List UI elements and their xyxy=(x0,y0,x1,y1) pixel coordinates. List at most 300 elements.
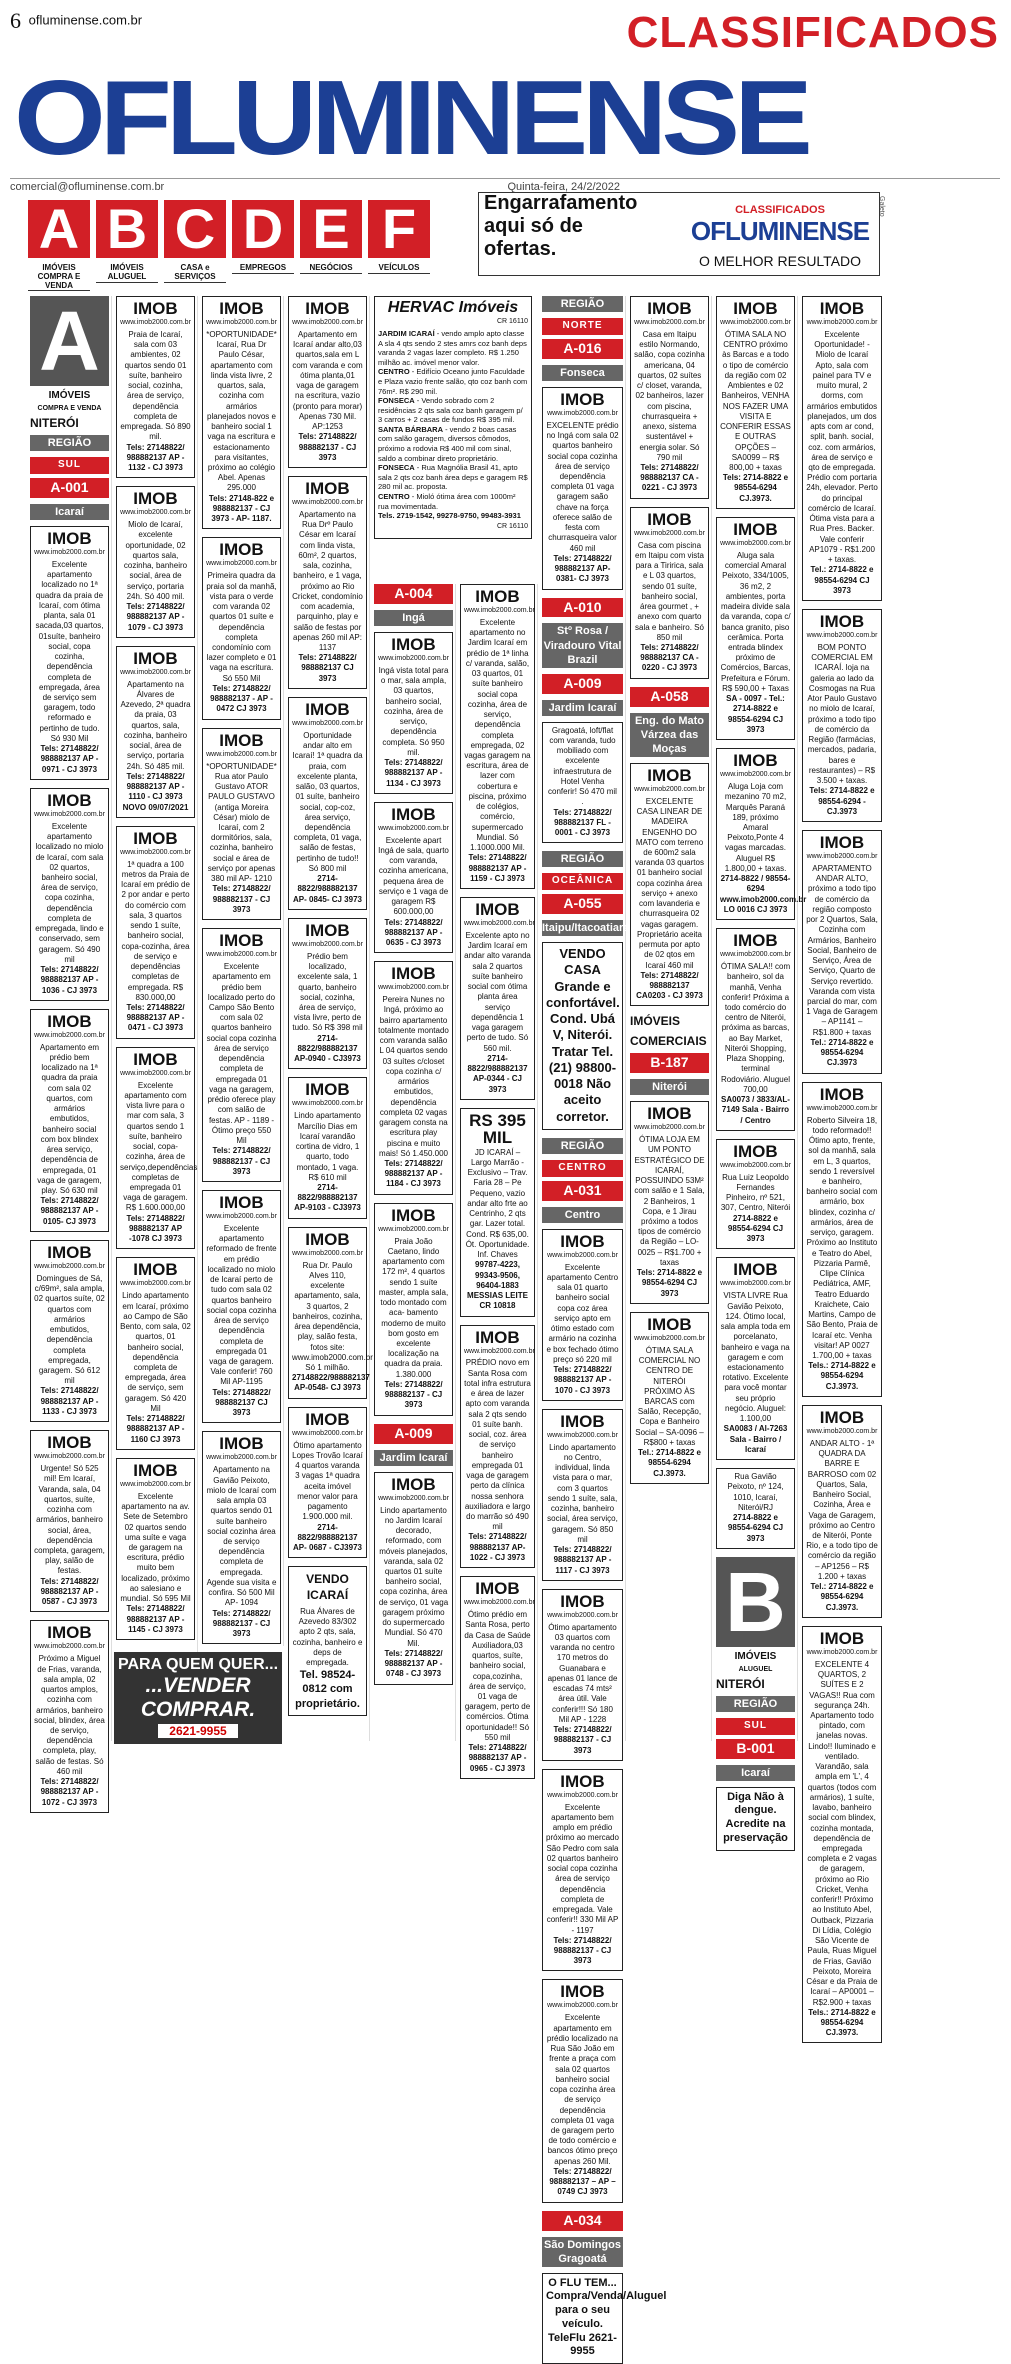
ad-body: *OPORTUNIDADE* Icaraí, Rua Dr Paulo César, apartamento com linda vista livre, 2 quartos, sala, cozinha com armários planejados novos e banheiro social 1 vaga na escritura e estacionamento para visitantes, próximo ao colégio Abel. Apenas 295.000 xyxy=(206,329,277,493)
tab-label: NEGÓCIOS xyxy=(300,264,362,274)
classified-ad xyxy=(202,1431,281,1644)
page-number-line xyxy=(10,8,142,34)
ad-logo: IMOB xyxy=(560,1982,605,2002)
page-number: 6 xyxy=(10,8,21,33)
classified-ad xyxy=(288,697,367,910)
ad-code: A-034 xyxy=(542,2211,623,2231)
ad-web[interactable]: www.imob2000.com.br xyxy=(634,785,705,793)
ad-web[interactable]: www.imob2000.com.br xyxy=(547,1431,618,1439)
ad-phone: Tels: 27148822/ 988882137 - CJ 3973 xyxy=(212,1146,271,1176)
category-tabs xyxy=(28,197,430,291)
ad-logo: IMOB xyxy=(47,790,92,810)
ad-web[interactable]: www.imob2000.com.br xyxy=(120,1480,191,1488)
ad-web[interactable]: www.imob2000.com.br xyxy=(120,668,191,676)
ad-logo: IMOB xyxy=(133,648,178,668)
ad-web[interactable]: www.imob2000.com.br xyxy=(34,1453,105,1461)
ad-logo: IMOB xyxy=(133,489,178,509)
ad-web[interactable]: www.imob2000.com.br xyxy=(292,1429,363,1437)
classified-ad xyxy=(630,296,709,499)
hervac-item-text: - Rua Magnólia Brasil 41, apto sala 2 qts coz banh área deps e garagem R$ 280 mil ac. proposta. xyxy=(378,463,528,492)
tab-letter: B xyxy=(96,200,158,258)
ad-logo: IMOB xyxy=(475,1327,520,1347)
ad-web[interactable]: www.imob2000.com.br xyxy=(720,1280,791,1288)
city-label: NITERÓI xyxy=(716,1676,765,1691)
hervac-item xyxy=(378,329,528,367)
ad-logo: IMOB xyxy=(819,299,865,318)
ad-logo: IMOB xyxy=(219,1434,264,1454)
ad-web[interactable]: www.imob2000.com.br xyxy=(378,654,449,662)
ad-logo: IMOB xyxy=(305,1229,350,1249)
ad-phone: Tels: 27148822/ 988882137 AP - 1145 - CJ 3973 xyxy=(126,1604,185,1634)
ad-body: Excelente apart Ingá de sala, quarto com varanda, cozinha americana, pequena área de serviço e 1 vaga de garagem R$ 600.000,00 xyxy=(378,835,449,917)
ad-phone: Tels: 27148822/ 988882137 AP - 1079 - CJ 3973 xyxy=(126,602,185,632)
tab-letter: D xyxy=(232,200,294,258)
classified-ad xyxy=(202,728,281,920)
ad-body: Excelente apartamento em prédio bem localizado perto do Campo São Bento com sala 02 quartos banheiro social copa cozinha área de serviço dependência completa de empregada 01 vaga na garagem, prédio oferece play com salão de festas. AP - 1189 - Ótimo preço 550 Mil xyxy=(206,962,277,1146)
classified-ad xyxy=(630,763,709,1007)
column-6 xyxy=(458,584,538,1773)
ad-phone: Tels: 27148822/ 988882137 AP- 1022 - CJ 3973 xyxy=(468,1532,527,1562)
ad-phone: Tels: 27148822/ 988882137 – AP – 0749 CJ 3973 xyxy=(549,2166,616,2197)
ad-logo: IMOB xyxy=(219,540,264,560)
ad-web[interactable]: www.imob2000.com.br xyxy=(206,1212,277,1220)
ad-body: Excelente apartamento localizado no 1ª quadra da praia de Icaraí, com ótima planta, sala 01 sacada,03 quartos, 01suíte, banheiro social, copa cozinha, dependência completa de empregada, área de serviço sem garagem, todo reformado e pertinho de tudo. Só 930 Mil xyxy=(35,559,104,743)
classified-ad xyxy=(460,897,535,1100)
tab-label: EMPREGOS xyxy=(232,264,294,274)
classified-ad xyxy=(116,1047,198,1250)
classified-ad xyxy=(30,1620,109,1812)
ad-web[interactable]: www.imob2000.com.br xyxy=(806,632,878,640)
classified-ad xyxy=(202,296,281,529)
promo-brand xyxy=(690,204,870,269)
ad-web[interactable]: www.imob2000.com.br xyxy=(806,1648,878,1656)
classified-ad xyxy=(716,748,807,920)
ad-web[interactable]: www.imob2000.com.br xyxy=(378,984,449,992)
section-label: IMÓVEIS xyxy=(630,1014,681,1029)
ad-web[interactable]: www.imob2000.com.br xyxy=(120,1280,191,1288)
tab-label: IMÓVEIS COMPRA E VENDA xyxy=(28,264,90,291)
classified-ad xyxy=(288,1566,367,1715)
hervac-item-text: - Edifício Oceano junto Faculdade e Plaza vazio frente salão, qto coz banh com 76m². R$ 290 mil. xyxy=(378,367,528,396)
ad-body: EXCELENTE prédio no Ingá com sala 02 quartos banheiro social copa cozinha área de serviço dependência completa 01 vaga garagem saão chave na força oferece salão de festa com churrasqueira valor 460 mil xyxy=(546,420,619,553)
classified-ad xyxy=(542,722,623,844)
ad-logo: IMOB xyxy=(219,1192,264,1212)
classified-ad xyxy=(288,1077,367,1218)
ad-phone: Tels: 27148822/ 988882137 CA0203 - CJ 3973 xyxy=(636,970,703,1001)
ad-phone: Tels: 27148822/ 988882137 CA - 0220 - CJ 3973 xyxy=(640,643,699,673)
ad-logo: IMOB xyxy=(819,612,865,632)
ad-body: Lindo apartamento em Icaraí, próximo ao Campo de São Bento, com sala, 02 quartos, 01 banheiro social, dependência completa de empregada, área de serviço, sem garagem. Só 420 Mil xyxy=(120,1291,191,1413)
classified-ad xyxy=(288,1407,367,1559)
ad-phone: Tels.: 2714-8822 e 98554-6294 CJ.3973. xyxy=(808,2007,876,2038)
category-tab-a[interactable] xyxy=(28,197,90,291)
ad-body: Excelente apartamento localizado no miolo de Icaraí, com sala 02 quartos, banheiro social, área de serviço, copa cozinha, dependência completa de empregada, lindo e conservado, sem garagem. Só 490 mil xyxy=(35,821,104,964)
ad-phone: Tels: 27148822/ 988882137 AP - 1070 - CJ 3973 xyxy=(553,1365,612,1395)
tab-label: IMÓVEIS ALUGUEL xyxy=(96,264,158,283)
ad-logo: IMOB xyxy=(819,832,865,852)
category-tab-e[interactable] xyxy=(300,197,362,291)
ad-logo: IMOB xyxy=(391,1205,436,1225)
ad-web[interactable]: www.imob2000.com.br xyxy=(34,1643,105,1651)
ad-web[interactable]: www.imob2000.com.br xyxy=(34,810,105,818)
ad-phone: Tels: 27148-822 e 988882137 - CJ 3973 - AP- 1187. xyxy=(208,493,275,524)
category-tab-b[interactable] xyxy=(96,197,158,291)
ad-logo: IMOB xyxy=(560,1231,605,1251)
classified-ad xyxy=(802,830,882,1074)
classified-ad xyxy=(802,1626,882,2044)
ad-web[interactable]: www.imob2000.com.br xyxy=(206,951,277,959)
ad-phone: 2714-8822/988882137 AP-0344 - CJ 3973 xyxy=(467,1053,528,1094)
ad-body: Excelente apartamento em prédio localizado na Rua São João em frente a praça com sala 02 quartos banheiro social copa cozinha área de serviço dependência completa 01 vaga de garagem perto de todo comércio e bancos ótimo preço apenas 260 Mil. xyxy=(546,2013,619,2166)
column-4 xyxy=(286,296,373,1741)
ad-phone: Tels: 27148822/ 988882137 CJ 3973 xyxy=(298,653,357,683)
ad-body: BOM PONTO COMERCIAL EM ICARAÍ. loja na galeria ao lado da Cosmogas na Rua Ator Paulo Gustavo no miolo de Icaraí, próximo a todo tipo de comércio da Região (farmácias, mercados, padaria, bares e restaurantes) – R$ 3.500 + taxas. xyxy=(807,643,877,786)
teleflu-headline: PARA QUEM QUER... xyxy=(118,1656,279,1673)
hervac-item-text: - Vendo sobrado com 2 residências 2 qts sala coz banh garagem p/ 3 carros + 2 casas de fundos R$ 395 mil. xyxy=(378,396,523,425)
ad-body: APARTAMENTO ANDAR ALTO, próximo a todo tipo de comércio da região composto por 2 Quartos, Sala, Cozinha com Armários, Banheiro Social, Banheiro de Serviço, Área de Serviço, Quarto de Serviço revertido. Varanda com vista parcial do mar, com 1 Vaga de Garagem – AP1141 – R$1.800 + taxas xyxy=(806,863,878,1037)
hervac-item-label: JARDIM ICARAÍ xyxy=(378,328,435,338)
ad-web[interactable]: www.imob2000.com.br xyxy=(720,319,791,326)
ad-logo: IMOB xyxy=(647,1104,692,1124)
promo-headline: Engarrafamento aqui só de ofertas. xyxy=(484,192,638,260)
ad-web[interactable]: www.imob2000.com.br xyxy=(547,1611,618,1619)
ad-web[interactable]: www.imob2000.com.br xyxy=(120,319,191,326)
ad-code-place: Jardim Icaraí xyxy=(374,1450,453,1466)
column-8 xyxy=(628,296,712,1741)
ad-phone: Tel.: 2714-8822 e 98554-6294 CJ.3973. xyxy=(637,1448,701,1478)
brand-logo: OFLUMINENSE xyxy=(14,58,807,178)
ad-phone: Tels: 27148822/ 988882137 AP- 0381- CJ 3973 xyxy=(553,553,612,584)
classified-ad xyxy=(542,1229,623,1401)
ad-web[interactable]: www.imob2000.com.br xyxy=(720,951,791,959)
classified-ad xyxy=(542,1409,623,1581)
ad-body: Praia João Caetano, lindo apartamento com 172 m², 4 quartos sendo 1 suíte master, ampla sala, todo montado com aca- bamento moderno de muito bom gosto em excelente localização na quadra da praia. 1.380.000 xyxy=(378,1236,449,1379)
ad-phone: Tels: 27148822/ 988882137 AP - 1159 - CJ 3973 xyxy=(468,853,527,883)
tab-letter: E xyxy=(300,200,362,258)
teleflu-ad[interactable] xyxy=(114,1652,282,1744)
hervac-item-text: - vendo 2 boas casas com salão garagem, diversos cômodos, próximo a rodovia R$ 400 mil com sinal, saldo a combinar direto proprietário. xyxy=(378,424,517,463)
ad-web[interactable]: www.imob2000.com.br xyxy=(547,409,618,417)
section-sub: COMPRA E VENDA xyxy=(37,404,102,412)
ad-logo: IMOB xyxy=(305,479,350,498)
ad-body: Oportunidade andar alto em Icaraí! 1ª quadra da praia, com excelente planta, salão, 03 quartos, 01 suíte, banheiro social, cop-coz, área serviço, dependência completa, 01 vaga, salão de festas, pertinho de tudo!! Só 800 mil xyxy=(292,730,363,873)
date: Quinta-feira, 24/2/2022 xyxy=(507,181,620,193)
ad-phone: SA - 0097 - Tel.: 2714-8822 e 98554-6294 CJ 3973 xyxy=(726,694,785,734)
ad-title: VENDO ICARAÍ xyxy=(306,1572,349,1602)
ad-logo: IMOB xyxy=(391,634,436,654)
ad-web[interactable]: www.imob2000.com.br xyxy=(292,319,363,326)
ad-logo: IMOB xyxy=(391,964,436,984)
classified-ad xyxy=(288,296,367,468)
hervac-item-text: - Mioló ótima área com 1000m² rua movimentada. xyxy=(378,492,516,511)
ad-body: Casa em Itaipu estilo Normando, salão, copa cozinha americana, 04 quartos, 02 suítes c/ closet, varanda, 02 banheiros, lazer com piscina, churrasqueira + anexo, sistema sustentável + energia solar. Só 790 mil xyxy=(634,329,705,462)
hervac-item xyxy=(378,425,528,463)
region-name: OCEÂNICA xyxy=(542,873,623,890)
classified-ad xyxy=(374,632,453,794)
ad-logo: IMOB xyxy=(475,1579,520,1599)
region-label: REGIÃO xyxy=(542,1138,623,1154)
ad-phone: Tels: 27148822/ 988882137 AP - 1132 - CJ 3973 xyxy=(126,442,185,472)
ad-code-place: Icaraí xyxy=(30,504,109,520)
ad-body: Rua Álvares de Azevedo 83/302 apto 2 qts, sala, cozinha, banheiro e deps de empregada. xyxy=(292,1606,363,1668)
ad-logo: IMOB xyxy=(133,1049,178,1069)
classified-ad xyxy=(802,296,882,601)
ad-web[interactable]: www.imob2000.com.br xyxy=(34,1262,105,1270)
ad-body: Praia de Icaraí, sala com 03 ambientes, 02 quartos sendo 01 suíte, banheiro social, cozinha, área de serviço, dependência completa de empregada. Só 890 mil. xyxy=(120,329,191,442)
email-link[interactable]: comercial@ofluminense.com.br xyxy=(10,181,165,193)
ad-phone: Tel.: 2714-8822 e 98554-6294 CJ.3973. xyxy=(810,1582,874,1612)
hervac-item xyxy=(378,492,528,511)
classified-ad xyxy=(116,1458,195,1640)
section-label: IMÓVEIS xyxy=(734,1650,777,1662)
section-label: IMÓVEIS xyxy=(48,390,91,401)
ad-web[interactable]: www.imob2000.com.br xyxy=(634,1334,705,1342)
ad-body: Primeira quadra da praia sol da manhã, vista para o verde com varanda 02 quartos 01 suíte e dependência completa condomínio com lazer completo e 01 vaga na escritura. Só 550 Mil xyxy=(206,571,277,683)
ad-body: Ótimo prédio em Santa Rosa, perto da Casa de Saúde Auxiliadora,03 quartos, suíte, banheiro social, copa,cozinha, área de serviço, 01 vaga de garagem, perto de comércios. Ótima oportunidade!! Só 550 mil xyxy=(464,1610,531,1742)
ad-phone: 2714-8822 / 98554-6294 www.imob2000.com.br LO 0016 CJ 3973 xyxy=(720,874,807,914)
ad-body: Excelente apartamento bem amplo em prédio próximo ao mercado São Pedro com sala 02 quartos banheiro social copa cozinha área de serviço dependência completa de empregada. Vale conferir!! 330 Mil AP - 1197 xyxy=(546,1802,619,1935)
ad-web[interactable]: www.imob2000.com.br xyxy=(378,1225,449,1233)
ad-web[interactable]: www.imob2000.com.br xyxy=(34,1031,105,1039)
ad-code-place: Niterói xyxy=(630,1079,709,1095)
ad-body: Lindo apartamento no Jardim Icaraí decorado, reformado, com móveis planejados, varanda, sala 02 quartos 01 suíte banheiro social, copa cozinha, área de serviço, 01 vaga garagem próximo do supermercado Mundial. Só 470 Mil. xyxy=(378,1505,449,1648)
ad-code-place: Stº Rosa / Viradouro Vital Brazil xyxy=(542,623,623,667)
ad-logo: IMOB xyxy=(647,1314,692,1334)
section-letter: A xyxy=(30,296,109,386)
ad-web[interactable]: www.imob2000.com.br xyxy=(464,1347,535,1355)
ad-logo: IMOB xyxy=(819,1628,865,1648)
category-tab-d[interactable] xyxy=(232,197,294,291)
hervac-phone: Tels. 2719-1542, 99278-9750, 99483-3931 xyxy=(378,511,521,521)
ad-web[interactable]: www.imob2000.com.br xyxy=(292,499,363,506)
ad-web[interactable]: www.imob2000.com.br xyxy=(464,920,535,928)
classified-ad xyxy=(374,1203,453,1416)
ad-web[interactable]: www.imob2000.com.br xyxy=(547,2002,618,2010)
classified-ad xyxy=(288,1227,373,1399)
ad-phone: Tels: 27148822/ 988882137 - CJ 3973 xyxy=(298,432,357,462)
ad-web[interactable]: www.imob2000.com.br xyxy=(464,607,535,614)
ad-logo: IMOB xyxy=(733,1141,778,1161)
classified-ad xyxy=(116,486,195,638)
ad-body: Domingues de Sá, c/69m², sala ampla, 02 quartos suíte, 02 quartos com armários embutidos, dependência completa empregada, garagem. Só 612 mil xyxy=(34,1273,105,1386)
ad-phone: Tels: 27148822/ 988882137 AP - 0635 - CJ 3973 xyxy=(384,917,443,948)
column-1 xyxy=(28,294,112,1807)
ad-web[interactable]: www.imob2000.com.br xyxy=(806,1104,878,1112)
section-letter: B xyxy=(716,1557,795,1647)
ad-web[interactable]: www.imob2000.com.br xyxy=(806,319,878,326)
ad-phone: Tels: 27148822/ 988882137 CA - 0221 - CJ 3973 xyxy=(640,463,699,493)
classified-ad xyxy=(630,1312,709,1484)
ad-web[interactable]: www.imob2000.com.br xyxy=(806,852,878,860)
hervac-ad xyxy=(372,296,534,576)
classified-ad xyxy=(542,1769,623,1972)
ad-phone: Tels: 27148822/ 988882137 AP - 1134 - CJ 3973 xyxy=(384,758,443,788)
ad-phone: Tels: 2714-8822 e 98554-6294 - CJ.3973 xyxy=(809,786,875,816)
ad-web[interactable]: www.imob2000.com.br xyxy=(378,824,449,832)
ad-logo: IMOB xyxy=(560,1591,605,1611)
ad-body: Lindo apartamento Marcílio Dias em Icaraí varandão cortina de vidro, 1 quarto, todo montado, 1 vaga. R$ 610 mil xyxy=(294,1111,361,1182)
vendo-casa-ad: VENDO CASA Grande e confortável. Cond. Ubá V, Niterói. Tratar Tel. (21) 98800-0018 Não aceito corretor. xyxy=(542,942,623,1130)
ad-body: Ingá vista total para o mar, sala ampla, 03 quartos, banheiro social, cozinha, área de serviço, dependência completa. Só 950 mil. xyxy=(378,665,449,757)
ad-logo: IMOB xyxy=(560,1411,605,1431)
hervac-item-label: SANTA BÁRBARA xyxy=(378,424,443,434)
city-label: NITERÓI xyxy=(30,415,79,430)
classified-ad xyxy=(116,296,195,478)
column-2 xyxy=(114,296,198,1741)
ad-body: JD ICARAÍ – Largo Marrão - Exclusivo – Trav. Faria 28 – Pe Pequeno, vazio andar alto frte ao Centrinho, 2 qts gar. Lazer total. Cond. R$ 635,00. Ót. Oportunidade. Inf. Chaves xyxy=(465,1147,530,1260)
ad-phone: 2714-8822 e 98554-6294 CJ 3973 xyxy=(727,1213,784,1244)
ad-body: Apartamento em prédio bem localizado na 1ª quadra da praia com sala 02 quartos, com armários embutidos, banheiro social com box blindex área serviço, dependência de empregada, 01 vaga de garagem, play. Só 630 mil xyxy=(37,1042,102,1196)
ad-web[interactable]: www.imob2000.com.br xyxy=(464,1599,535,1607)
ad-phone: Tels: 27148822/ 988882137 AP - 0965 - CJ 3973 xyxy=(468,1743,527,1773)
classified-ad xyxy=(116,1257,195,1449)
ad-logo: RS 395 MIL xyxy=(469,1110,526,1147)
ad-logo: IMOB xyxy=(819,1084,865,1104)
ad-web[interactable]: www.imob2000.com.br xyxy=(292,719,363,727)
ad-phone: 2714-8822 e 98554-6294 CJ 3973 xyxy=(727,1513,784,1543)
tab-letter: A xyxy=(28,200,90,258)
ad-phone: 2714-8822/988882137 AP- 0687 - CJ3973 xyxy=(293,1522,362,1552)
site-url[interactable]: ofluminense.com.br xyxy=(28,12,143,28)
ad-code: A-031 xyxy=(542,1181,623,1201)
region-name: CENTRO xyxy=(542,1160,623,1177)
ad-code: A-016 xyxy=(542,339,623,359)
ad-web[interactable]: www.imob2000.com.br xyxy=(806,1427,878,1435)
ad-web[interactable]: www.imob2000.com.br xyxy=(547,1791,618,1799)
ad-code: A-010 xyxy=(542,598,623,618)
ad-web[interactable]: www.imob2000.com.br xyxy=(292,1249,363,1257)
ad-logo: IMOB xyxy=(733,519,778,539)
ad-web[interactable]: www.imob2000.com.br xyxy=(720,1161,791,1169)
promo-brand-name: OFLUMINENSE xyxy=(690,216,870,246)
ad-phone: Tels: 27148822/ 988882137 AP - 0587 - CJ 3973 xyxy=(40,1576,99,1607)
ad-body: ANDAR ALTO - 1ª QUADRA DA BARRE E BARROSO com 02 Quartos, Sala, Banheiro Social, Cozinha, Área e Vaga de Garagem, próximo ao Centro de Niterói, Ponte Rio, e a todo tipo de comércio da região – AP1256 – R$ 1.200 + taxas xyxy=(806,1438,878,1581)
ad-logo: IMOB xyxy=(47,1623,92,1643)
ad-code: A-009 xyxy=(374,1424,453,1444)
ad-web[interactable]: www.imob2000.com.br xyxy=(634,529,705,537)
classified-ad xyxy=(542,1979,623,2202)
ad-web[interactable]: www.imob2000.com.br xyxy=(292,940,363,948)
ad-phone: 27148822/988882137 AP-0548- CJ 3973 xyxy=(292,1373,370,1393)
classified-ad xyxy=(802,609,882,822)
ad-body: Excelente apartamento no Jardim Icaraí em prédio de 1ª linha c/ varanda, salão, 03 quartos, 01 suíte banheiro social copa cozinha, área de serviço, dependência completa empregada, 02 vagas garagem na escritura, área de lazer com cobertura e piscina, próximo de colégios, comércio, supermercado Mundial. Só 1.1000.000 Mil. xyxy=(464,617,531,853)
region-name: SUL xyxy=(716,1718,795,1735)
hervac-item xyxy=(378,463,528,492)
ad-phone: Tels: 27148822/ 988882137 AP - 1036 - CJ 3973 xyxy=(40,965,99,995)
ad-body: Apartamento em Icaraí andar alto,03 quartos,sala em L com varanda e com ótima planta,01 vaga de garagem na escritura, vazio (pronto para morar) Apenas 730 Mil. AP:1253 xyxy=(292,329,363,432)
hervac-logo: HERVAC Imóveis xyxy=(387,299,519,316)
ad-logo: IMOB xyxy=(733,299,778,318)
hervac-item-label: CENTRO xyxy=(378,367,410,377)
ad-logo: IMOB xyxy=(475,587,520,606)
hervac-item-label: CENTRO xyxy=(378,492,410,502)
column-10 xyxy=(800,296,884,2038)
ad-logo: IMOB xyxy=(475,900,520,920)
ad-body: Excelente apartamento com vista livre para o mar com sala, 3 quartos sendo 1 suíte, banheiro social, copa-cozinha, área de serviço,dependências completas de empregada 01 vaga de garagem. R$ 1.600.000,00 xyxy=(120,1080,198,1213)
ad-logo: IMOB xyxy=(391,1474,436,1494)
classified-ad xyxy=(630,1101,709,1304)
hervac-item-label: FONSECA xyxy=(378,463,415,473)
ad-web[interactable]: www.imob2000.com.br xyxy=(634,1124,705,1132)
hervac-code: CR 16110 xyxy=(496,522,528,530)
ad-logo: IMOB xyxy=(305,299,350,318)
ad-body: Excelente Oportunidade! - Miolo de Icaraí Apto, sala com painel para TV e muito mural, 2 dorms, com armários embutidos planejados, um dos apts com ar cond, split, banh. social, coz. com armários, área de serviço e qto de empregada. Prédio com portaria 24h, elevador. Perto do principal comércio de Icaraí. Ótima vista para a Rua Pres. Backer. Vale conferir AP1079 - R$1.200 + taxas. xyxy=(806,329,878,565)
ad-web[interactable]: www.imob2000.com.br xyxy=(206,560,277,568)
ad-code-place: Itaipu/Itacoatiara xyxy=(542,920,623,936)
ad-body: Urgente! Só 525 mil! Em Icaraí, Varanda, sala, 04 quartos, suíte, cozinha com armários, banheiro social, área, dependência completa, garagem, play, salão de festas. xyxy=(34,1464,105,1576)
ad-web[interactable]: www.imob2000.com.br xyxy=(206,750,277,758)
ad-body: ÓTIMA SALA NO CENTRO próximo às Barcas e a todo o tipo de comércio da região com 02 Ambientes e 02 Banheiros, VENHA NOS FAZER UMA VISITA E CONFERIR ESSAS E OUTRAS OPÇÕES – SA0099 – R$ 800,00 + taxas xyxy=(720,329,791,472)
classified-ad xyxy=(202,928,281,1182)
teleflu-phone: 2621-9955 xyxy=(158,1724,238,1738)
category-tab-c[interactable] xyxy=(164,197,226,291)
classified-ad xyxy=(716,1257,795,1460)
ad-logo: IMOB xyxy=(733,751,778,771)
ad-web[interactable]: www.imob2000.com.br xyxy=(34,548,105,556)
classified-ad xyxy=(116,826,195,1039)
ad-web[interactable]: www.imob2000.com.br xyxy=(720,771,791,779)
ad-phone: Tel.: 2714-8822 e 98554-6294 CJ 3973 xyxy=(810,565,874,595)
ad-body: Ótimo apartamento 03 quartos com varanda no centro 170 metros do Guanabara e apenas 01 lance de escadas 74 mts² área útil. Vale conferir!!! Só 180 Mil AP - 1228 xyxy=(547,1622,618,1724)
ad-phone: Tels.: 2714-8822 e 98554-6294 CJ.3973. xyxy=(808,1361,876,1391)
column-5 xyxy=(372,584,456,1741)
ad-web[interactable]: www.imob2000.com.br xyxy=(292,1100,363,1108)
ad-phone: SA0083 / Al-7263 Sala - Bairro / Icaraí xyxy=(723,1424,788,1454)
ad-logo: IMOB xyxy=(47,1242,92,1262)
ad-web[interactable]: www.imob2000.com.br xyxy=(634,319,705,326)
section-title: CLASSIFICADOS xyxy=(626,8,999,57)
classified-ad xyxy=(460,1108,535,1317)
ad-web[interactable]: www.imob2000.com.br xyxy=(720,539,791,547)
ad-body: Excelente apto no Jardim Icaraí em andar alto varanda sala 2 quartos suíte banheiro social com ótima planta área serviço dependência 1 vaga garagem perto de tudo. Só 560 mil. xyxy=(464,931,531,1053)
ad-web[interactable]: www.imob2000.com.br xyxy=(206,319,277,326)
classified-ad xyxy=(374,1472,453,1685)
ad-body: Aluga Loja com mezanino 70 m2, Marquês Paraná 189, próximo Amaral Peixoto,Ponte 4 vagas marcadas. Aluguel R$ 1.800,00 + taxas. xyxy=(724,782,787,873)
ad-body: Pereira Nunes no Ingá, próximo ao bairro apartamento totalmente montado com varanda salão L 04 quartos sendo 03 suítes c/closet copa cozinha c/ armários embutidos, dependência completa 02 vagas garagem consta na escritura play piscina e muito mais! Só 1.450.000 xyxy=(378,995,449,1158)
section-sub: ALUGUEL xyxy=(738,1665,773,1673)
ad-logo: IMOB xyxy=(647,765,692,785)
ad-phone: Tels: 27148822/ 988882137 AP - 1160 CJ 3973 xyxy=(126,1414,185,1444)
ad-body: Excelente apartamento reformado de frente em prédio localizado no miolo de Icaraí perto de tudo com sala 02 quartos banheiro social copa cozinha área de serviço dependência completa de empregada 01 vaga de garagem. Vale conferir! 760 Mil AP-1195 xyxy=(206,1223,277,1387)
ad-phone: 2714-8822/988882137 AP-0940 - CJ3973 xyxy=(294,1033,361,1064)
ad-phone: Tels: 27148822/ 988882137 AP - 0971 - CJ 3973 xyxy=(40,744,99,774)
classified-ad xyxy=(716,296,795,509)
ad-body: Apartamento na Gavião Peixoto, miolo de Icaraí com sala ampla 03 quartos sendo 01 suíte banheiro social cozinha área de serviço dependência completa de empregada. Agende sua visita e confira. Só 500 Mil AP- 1094 xyxy=(206,1465,277,1608)
ad-phone: Tels: 2714-8822 e 98554-6294 CJ 3973 xyxy=(636,1268,703,1298)
ad-body: EXCELENTE CASA LINEAR DE MADEIRA ENGENHO DO MATO com terreno de 600m2 sala varanda 03 quartos 01 banheiro social copa cozinha área serviço + anexo com lavanderia e churrasqueira 02 vagas garagem. Proprietário aceita permuta por apto de 02 qtos em Icaraí 460 mil xyxy=(635,796,704,970)
ad-body: Casa com piscina em Itaipu com vista para a Tiririca, sala e L 03 quartos, sendo 01 suíte, banheiro social, área gourmet , + anexo com quarto sala e banheiro. Só 850 mil xyxy=(635,540,704,642)
column-3 xyxy=(200,296,284,1646)
ad-web[interactable]: www.imob2000.com.br xyxy=(547,1251,618,1259)
ad-code: A-004 xyxy=(374,584,453,604)
ad-web[interactable]: www.imob2000.com.br xyxy=(378,1494,449,1502)
region-label: REGIÃO xyxy=(542,296,623,312)
classified-ad xyxy=(460,1576,535,1779)
ad-logo: IMOB xyxy=(819,1407,865,1427)
ad-phone: 2714-8822/988882137 AP- 0845- CJ 3973 xyxy=(293,874,362,904)
tab-letter: C xyxy=(164,200,226,258)
ad-phone: Tel.: 2714-8822 e 98554-6294 CJ.3973 xyxy=(810,1037,874,1068)
category-tab-f[interactable] xyxy=(368,197,430,291)
ad-phone: 99787-4223, 99343-9506, 96404-1883 MESSIAS LEITE CR 10818 xyxy=(467,1260,528,1311)
hervac-creci: CR 16110 xyxy=(496,318,528,325)
ad-web[interactable]: www.imob2000.com.br xyxy=(120,509,191,517)
ad-web[interactable]: www.imob2000.com.br xyxy=(206,1454,277,1462)
ad-logo: IMOB xyxy=(733,1260,778,1280)
ad-phone: Tels: 27148822/ 988882137 - CJ 3973 xyxy=(384,1379,443,1410)
ad-web[interactable]: www.imob2000.com.br xyxy=(120,1069,191,1077)
ad-web[interactable]: www.imob2000.com.br xyxy=(120,848,191,856)
